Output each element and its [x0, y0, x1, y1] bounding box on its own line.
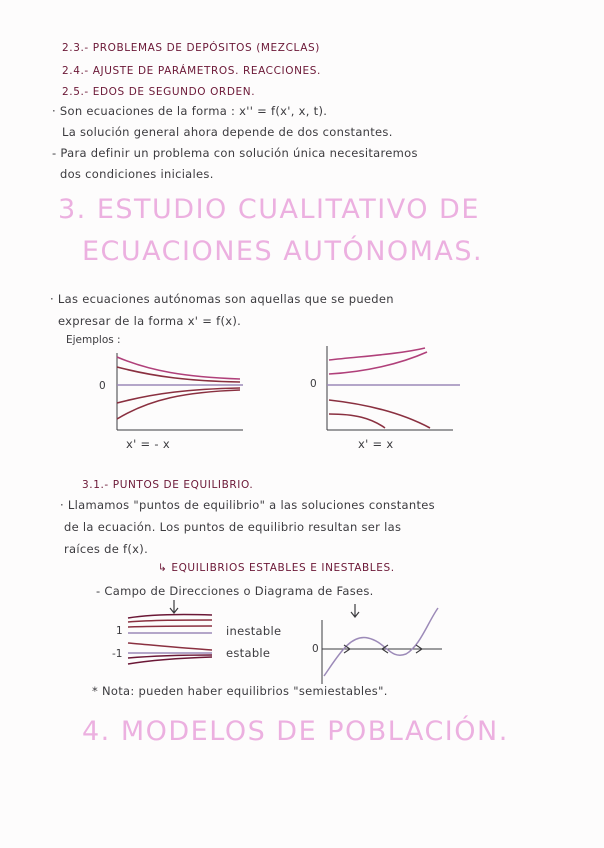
- section-2-5-title: 2.5.- EDOS DE SEGUNDO ORDEN.: [62, 86, 256, 98]
- section-2-4-title: 2.4.- AJUSTE DE PARÁMETROS. REACCIONES.: [62, 65, 321, 77]
- examples-label: Ejemplos :: [66, 334, 121, 346]
- section-2-3-title: 2.3.- PROBLEMAS DE DEPÓSITOS (MEZCLAS): [62, 42, 320, 54]
- autonomous-def-line-2: expresar de la forma x' = f(x).: [58, 314, 242, 328]
- direction-field-sketch: [112, 598, 222, 678]
- graph-growth: [305, 340, 465, 440]
- equilibrium-def-line-3: raíces de f(x).: [64, 542, 149, 556]
- section-3-1-title: 3.1.- PUNTOS DE EQUILIBRIO.: [82, 479, 254, 491]
- heading-3-line-2: ECUACIONES AUTÓNOMAS.: [82, 236, 484, 267]
- graph-decay-zero-label: 0: [99, 380, 106, 392]
- phase-diagram: [310, 598, 450, 686]
- initial-conditions-text: dos condiciones iniciales.: [60, 167, 214, 181]
- equilibrium-def-line-1: · Llamamos "puntos de equilibrio" a las soluciones constantes: [60, 498, 435, 512]
- graph-decay-equation: x' = - x: [126, 437, 170, 451]
- general-solution-text: La solución general ahora depende de dos constantes.: [62, 125, 393, 139]
- graph-decay: [95, 345, 255, 445]
- direction-field-text: - Campo de Direcciones o Diagrama de Fases.: [96, 584, 374, 598]
- heading-4: 4. MODELOS DE POBLACIÓN.: [82, 716, 509, 747]
- graph-growth-equation: x' = x: [358, 437, 394, 451]
- phase-diagram-zero-label: 0: [312, 643, 319, 655]
- label-unstable: inestable: [226, 624, 282, 638]
- graph-growth-zero-label: 0: [310, 378, 317, 390]
- label-equilibrium-minus-one: -1: [112, 648, 123, 660]
- unique-solution-text: - Para definir un problema con solución única necesitaremos: [52, 146, 418, 160]
- label-stable: estable: [226, 646, 271, 660]
- label-equilibrium-one: 1: [116, 625, 123, 637]
- equilibrium-def-line-2: de la ecuación. Los puntos de equilibrio resultan ser las: [64, 520, 402, 534]
- semistable-note: * Nota: pueden haber equilibrios "semiestables".: [92, 684, 388, 698]
- stability-subheading: ↳ EQUILIBRIOS ESTABLES E INESTABLES.: [158, 562, 395, 574]
- heading-3-line-1: 3. ESTUDIO CUALITATIVO DE: [58, 194, 480, 225]
- second-order-form-text: · Son ecuaciones de la forma : x'' = f(x', x, t).: [52, 104, 328, 118]
- autonomous-def-line-1: · Las ecuaciones autónomas son aquellas que se pueden: [50, 292, 394, 306]
